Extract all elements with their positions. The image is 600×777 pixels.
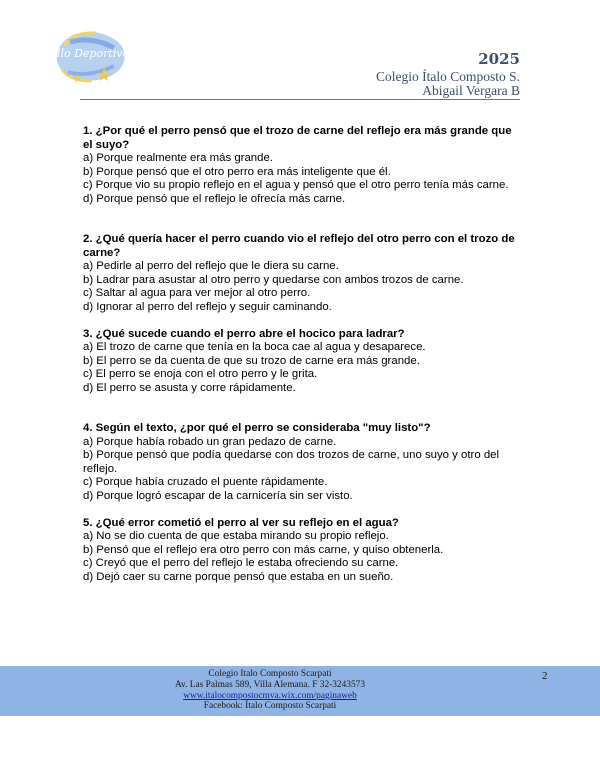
question-title: 5. ¿Qué error cometió el perro al ver su reflejo en el agua? [83, 516, 399, 529]
footer-website-link[interactable]: www.italocompostocmva.wix.com/paginaweb [183, 690, 357, 701]
question-1 [83, 125, 523, 206]
question-3 [83, 328, 523, 396]
question-5 [83, 517, 523, 585]
question-2 [83, 233, 523, 314]
header-school-name: Colegio Ítalo Composto S. [375, 69, 520, 84]
answer-option-d: d) Porque pensó que el reflejo le ofrecía más carne. [83, 192, 346, 205]
answer-option-b: b) Ladrar para asustar al otro perro y quedarse con ambos trozos de carne. [83, 273, 464, 286]
page-number: 2 [542, 670, 548, 682]
answer-option-d: d) Ignorar al perro del reflejo y seguir caminando. [83, 300, 332, 313]
answer-option-c: c) El perro se enoja con el otro perro y le grita. [83, 368, 318, 380]
header-author-name: Abigail Vergara B [422, 83, 520, 98]
logo-text: Sello Deportivo [50, 47, 130, 60]
answer-option-b: b) El perro se da cuenta de que su trozo de carne era más grande. [83, 354, 420, 367]
header-divider [80, 99, 520, 100]
answer-option-a: a) Porque realmente era más grande. [83, 152, 273, 164]
footer-contact [0, 669, 540, 712]
footer-school-name: Colegio Italo Composto Scarpati [208, 669, 332, 679]
answer-option-a: a) Porque había robado un gran pedazo de carne. [83, 435, 337, 448]
spacer [83, 206, 523, 233]
answer-option-c: c) Porque vio su propio reflejo en el agua y pensó que el otro perro tenía más carne. [83, 179, 509, 191]
question-title: 3. ¿Qué sucede cuando el perro abre el hocico para ladrar? [83, 327, 405, 340]
spacer [83, 503, 523, 517]
spacer [83, 314, 523, 328]
answer-option-d: d) Dejó caer su carne porque pensó que estaba en un sueño. [83, 570, 394, 583]
answer-option-c: c) Porque había cruzado el puente rápidamente. [83, 476, 328, 488]
answer-option-b: b) Porque pensó que el otro perro era más inteligente que él. [83, 165, 391, 178]
answer-option-d: d) El perro se asusta y corre rápidamente. [83, 381, 296, 394]
footer-facebook: Facebook: Ítalo Composto Scarpati [203, 701, 337, 712]
answer-option-a: a) Pedirle al perro del reflejo que le diera su carne. [83, 260, 339, 272]
document-year: 2025 [478, 50, 520, 68]
answer-option-c: c) Creyó que el perro del reflejo le estaba ofreciendo su carne. [83, 557, 399, 569]
question-title: 1. ¿Por qué el perro pensó que el trozo de carne del reflejo era más grande que el suyo? [83, 125, 512, 151]
answer-option-c: c) Saltar al agua para ver mejor al otro perro. [83, 287, 311, 299]
answer-option-b: b) Porque pensó que podía quedarse con dos trozos de carne, uno suyo y otro del reflejo. [83, 449, 500, 475]
question-title: 2. ¿Qué quería hacer el perro cuando vio el reflejo del otro perro con el trozo de carne? [83, 233, 515, 259]
question-title: 4. Según el texto, ¿por qué el perro se consideraba "muy listo"? [83, 422, 431, 434]
spacer [83, 395, 523, 422]
answer-option-a: a) El trozo de carne que tenía en la boca cae al agua y desaparece. [83, 341, 426, 353]
question-4 [83, 422, 523, 503]
answer-option-a: a) No se dio cuenta de que estaba mirando su propio reflejo. [83, 530, 389, 542]
school-logo [50, 24, 132, 90]
answer-option-b: b) Pensó que el reflejo era otro perro con más carne, y quiso obtenerla. [83, 543, 444, 556]
footer-address: Av. Las Palmas 589, Villa Alemana. F 32-3243573 [174, 679, 366, 690]
answer-option-d: d) Porque logró escapar de la carnicería sin ser visto. [83, 489, 353, 502]
question-list [83, 125, 523, 584]
footer-bar [0, 666, 600, 716]
